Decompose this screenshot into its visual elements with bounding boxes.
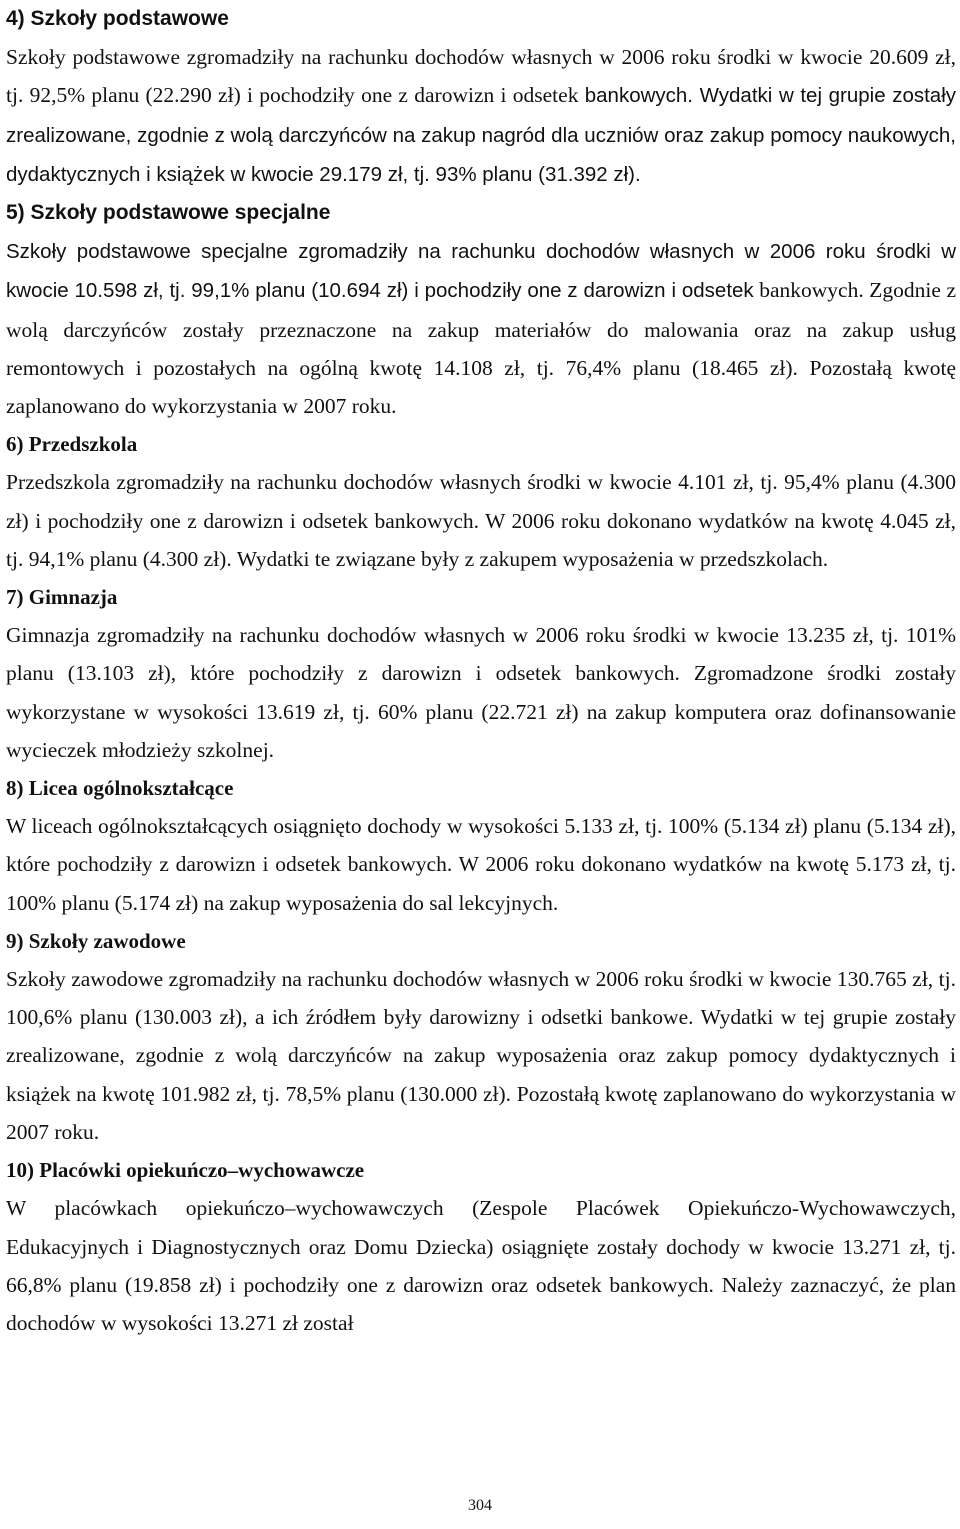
section-text-part: bankowych. Wydatki w tej grupie zostały zrealizowane, zgodnie z wolą darczyńców na zakup nagród dla uczniów oraz zakup pomocy naukowych, dydaktycznych i książek w kwocie 29.179 zł, tj. 93% planu (31.392 zł). (6, 84, 956, 186)
page-content (6, 0, 956, 1342)
section-text-licea: W liceach ogólnokształcących osiągnięto dochody w wysokości 5.133 zł, tj. 100% (5.134 zł) planu (5.134 zł), które pochodziły z darowizn i odsetek bankowych. W 2006 roku dokonano wydatków na kwotę 5.173 zł, tj. 100% planu (5.174 zł) na zakup wyposażenia do sal lekcyjnych. (6, 814, 956, 915)
section-text-szkoly-podstawowe (6, 38, 956, 194)
section-heading-placowki: 10) Placówki opiekuńczo–wychowawcze (6, 1158, 365, 1183)
section-text-placowki: W placówkach opiekuńczo–wychowawczych (Zespole Placówek Opiekuńczo-Wychowawczych, Edukacyjnych i Diagnostycznych oraz Domu Dziecka) osiągnięte zostały dochody w kwocie 13.271 zł, tj. 66,8% planu (19.858 zł) i pochodziły one z darowizn oraz odsetek bankowych. Należy zaznaczyć, że plan dochodów w wysokości 13.271 zł został (6, 1196, 956, 1335)
section-text-part: Szkoły podstawowe zgromadziły na rachunku dochodów własnych w 2006 roku środki w kwocie 20.609 zł, tj. 92,5% planu (22.290 zł) i pochodziły one z darowizn i odsetek (6, 45, 956, 108)
section-heading-przedszkola: 6) Przedszkola (6, 432, 138, 457)
section-text-part: bankowych. Zgodnie z wolą darczyńców zostały przeznaczone na zakup materiałów do malowania oraz na zakup usług remontowych i pozostałych na ogólną kwotę 14.108 zł, tj. 76,4% planu (18.465 zł). Pozostałą kwotę zaplanowano do wykorzystania w 2007 roku. (6, 278, 956, 419)
section-text-gimnazja: Gimnazja zgromadziły na rachunku dochodów własnych w 2006 roku środki w kwocie 13.235 zł, tj. 101% planu (13.103 zł), które pochodziły z darowizn i odsetek bankowych. Zgromadzone środki zostały wykorzystane w wysokości 13.619 zł, tj. 60% planu (22.721 zł) na zakup komputera oraz dofinansowanie wycieczek młodzieży szkolnej. (6, 623, 956, 762)
section-heading-licea: 8) Licea ogólnokształcące (6, 776, 234, 801)
section-text-part: Szkoły podstawowe specjalne zgromadziły na rachunku dochodów własnych w 2006 roku środki w kwocie 10.598 zł, tj. 99,1% planu (10.694 zł) i pochodziły one z darowizn i odsetek (6, 240, 956, 303)
section-heading-szkoly-zawodowe: 9) Szkoły zawodowe (6, 928, 186, 953)
section-text-szkoly-specjalne (6, 232, 956, 425)
section-text-szkoly-zawodowe: Szkoły zawodowe zgromadziły na rachunku dochodów własnych w 2006 roku środki w kwocie 130.765 zł, tj. 100,6% planu (130.003 zł), a ich źródłem były darowizny i odsetki bankowe. Wydatki w tej grupie zostały zrealizowane, zgodnie z wolą darczyńców na zakup wyposażenia oraz zakup pomocy dydaktycznych i książek na kwotę 101.982 zł, tj. 78,5% planu (130.000 zł). Pozostałą kwotę zaplanowano do wykorzystania w 2007 roku. (6, 967, 956, 1144)
section-heading-szkoly-specjalne: 5) Szkoły podstawowe specjalne (6, 201, 331, 225)
section-text-przedszkola: Przedszkola zgromadziły na rachunku dochodów własnych środki w kwocie 4.101 zł, tj. 95,4% planu (4.300 zł) i pochodziły one z darowizn i odsetek bankowych. W 2006 roku dokonano wydatków na kwotę 4.045 zł, tj. 94,1% planu (4.300 zł). Wydatki te związane były z zakupem wyposażenia w przedszkolach. (6, 470, 956, 571)
section-heading-gimnazja: 7) Gimnazja (6, 585, 118, 610)
section-heading-szkoly-podstawowe: 4) Szkoły podstawowe (6, 7, 229, 30)
page-number: 304 (468, 1497, 492, 1514)
